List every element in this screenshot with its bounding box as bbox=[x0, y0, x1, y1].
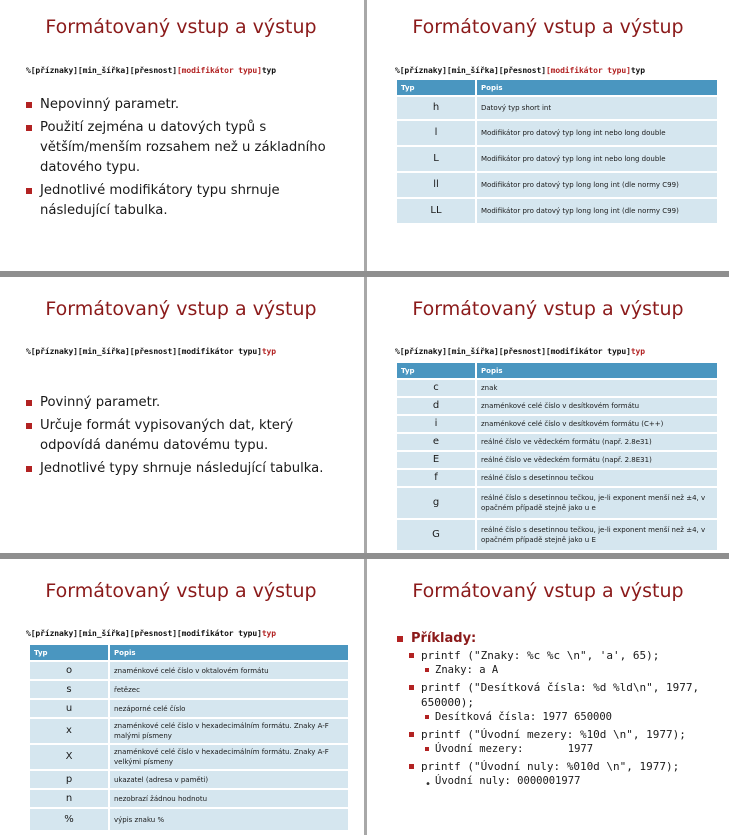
slide-title: Formátovaný vstup a výstup bbox=[412, 298, 684, 320]
example-output: • Úvodní nuly: 0000001977 bbox=[425, 775, 581, 790]
bullet-item: Jednotlivé typy shrnuje následující tabulka. bbox=[26, 459, 348, 479]
table-row: d znaménkové celé číslo v desítkovém formátu bbox=[397, 398, 717, 414]
example-code: printf ("Úvodní mezery: %10d \n", 1977); bbox=[397, 727, 723, 742]
format-syntax: %[příznaky][min_šířka][přesnost][modifikátor typu]typ bbox=[395, 66, 645, 75]
bullet-item: Povinný parametr. bbox=[26, 393, 348, 413]
example-code: printf ("Úvodní nuly: %010d \n", 1977); bbox=[397, 759, 723, 774]
table-row: p ukazatel (adresa v paměti) bbox=[30, 771, 348, 788]
slide-1 bbox=[0, 0, 362, 271]
type-table bbox=[30, 643, 348, 832]
slide-title: Formátovaný vstup a výstup bbox=[45, 298, 317, 320]
table-header-typ: Typ bbox=[30, 645, 110, 660]
table-row: ll Modifikátor pro datový typ long long int (dle normy C99) bbox=[397, 173, 717, 197]
example-output: Úvodní mezery: 1977 bbox=[397, 742, 723, 757]
slide-title: Formátovaný vstup a výstup bbox=[412, 16, 684, 38]
table-row: i znaménkové celé číslo v desítkovém formátu (C++) bbox=[397, 416, 717, 432]
example-code: printf ("Desítková čísla: %d %ld\n", 1977, 650000); bbox=[397, 680, 723, 710]
table-row: % výpis znaku % bbox=[30, 809, 348, 830]
bullet-item: Použití zejména u datových typů s větším/menším rozsahem než u základního datového typu. bbox=[26, 118, 348, 178]
table-row: f reálné číslo s desetinnou tečkou bbox=[397, 470, 717, 486]
table-row: L Modifikátor pro datový typ long int nebo long double bbox=[397, 147, 717, 171]
table-row: E reálné číslo ve vědeckém formátu (např. 2.8E31) bbox=[397, 452, 717, 468]
table-row: x znaménkové celé číslo v hexadecimálním formátu. Znaky A-F malými písmeny bbox=[30, 719, 348, 743]
table-row: s řetězec bbox=[30, 681, 348, 698]
modifier-table bbox=[397, 78, 717, 225]
table-row: h Datový typ short int bbox=[397, 97, 717, 119]
table-row: G reálné číslo s desetinnou tečkou, je-li exponent menší než ±4, v opačném případě stejně jako u E bbox=[397, 520, 717, 550]
format-syntax: %[příznaky][min_šířka][přesnost][modifikátor typu]typ bbox=[26, 347, 276, 356]
table-header-typ: Typ bbox=[397, 363, 477, 378]
bullet-list bbox=[26, 95, 348, 224]
slide-2 bbox=[367, 0, 729, 271]
type-table bbox=[397, 361, 717, 552]
table-row: c znak bbox=[397, 380, 717, 396]
table-header-popis: Popis bbox=[110, 645, 348, 660]
table-row: n nezobrazí žádnou hodnotu bbox=[30, 790, 348, 807]
table-row: l Modifikátor pro datový typ long int nebo long double bbox=[397, 121, 717, 145]
format-syntax: %[příznaky][min_šířka][přesnost][modifikátor typu]typ bbox=[26, 629, 276, 638]
example-output: Desítková čísla: 1977 650000 bbox=[397, 710, 723, 725]
bullet-item: Jednotlivé modifikátory typu shrnuje následující tabulka. bbox=[26, 181, 348, 221]
slide-3 bbox=[0, 277, 362, 553]
slide-5 bbox=[0, 559, 362, 835]
table-header-popis: Popis bbox=[477, 363, 717, 378]
example-output: Znaky: a A bbox=[397, 663, 723, 678]
bullet-item: Určuje formát vypisovaných dat, který odpovídá danému datovému typu. bbox=[26, 416, 348, 456]
table-row: e reálné číslo ve vědeckém formátu (např. 2.8e31) bbox=[397, 434, 717, 450]
examples-heading: Příklady: bbox=[397, 631, 723, 646]
slide-6 bbox=[367, 559, 729, 835]
slide-4 bbox=[367, 277, 729, 553]
table-row: o znaménkové celé číslo v oktalovém formátu bbox=[30, 662, 348, 679]
examples-block bbox=[397, 631, 723, 789]
bullet-list bbox=[26, 393, 348, 482]
table-header-popis: Popis bbox=[477, 80, 717, 95]
format-syntax: %[příznaky][min_šířka][přesnost][modifikátor typu]typ bbox=[26, 66, 276, 75]
table-header-typ: Typ bbox=[397, 80, 477, 95]
slide-title: Formátovaný vstup a výstup bbox=[45, 580, 317, 602]
format-syntax: %[příznaky][min_šířka][přesnost][modifikátor typu]typ bbox=[395, 347, 645, 356]
bullet-item: Nepovinný parametr. bbox=[26, 95, 348, 115]
slide-title: Formátovaný vstup a výstup bbox=[412, 580, 684, 602]
table-row: X znaménkové celé číslo v hexadecimálním formátu. Znaky A-F velkými písmeny bbox=[30, 745, 348, 769]
table-row: LL Modifikátor pro datový typ long long int (dle normy C99) bbox=[397, 199, 717, 223]
slide-title: Formátovaný vstup a výstup bbox=[45, 16, 317, 38]
example-code: printf ("Znaky: %c %c \n", 'a', 65); bbox=[397, 648, 723, 663]
table-row: g reálné číslo s desetinnou tečkou, je-li exponent menší než ±4, v opačném případě stejně jako u e bbox=[397, 488, 717, 518]
table-row: u nezáporné celé číslo bbox=[30, 700, 348, 717]
